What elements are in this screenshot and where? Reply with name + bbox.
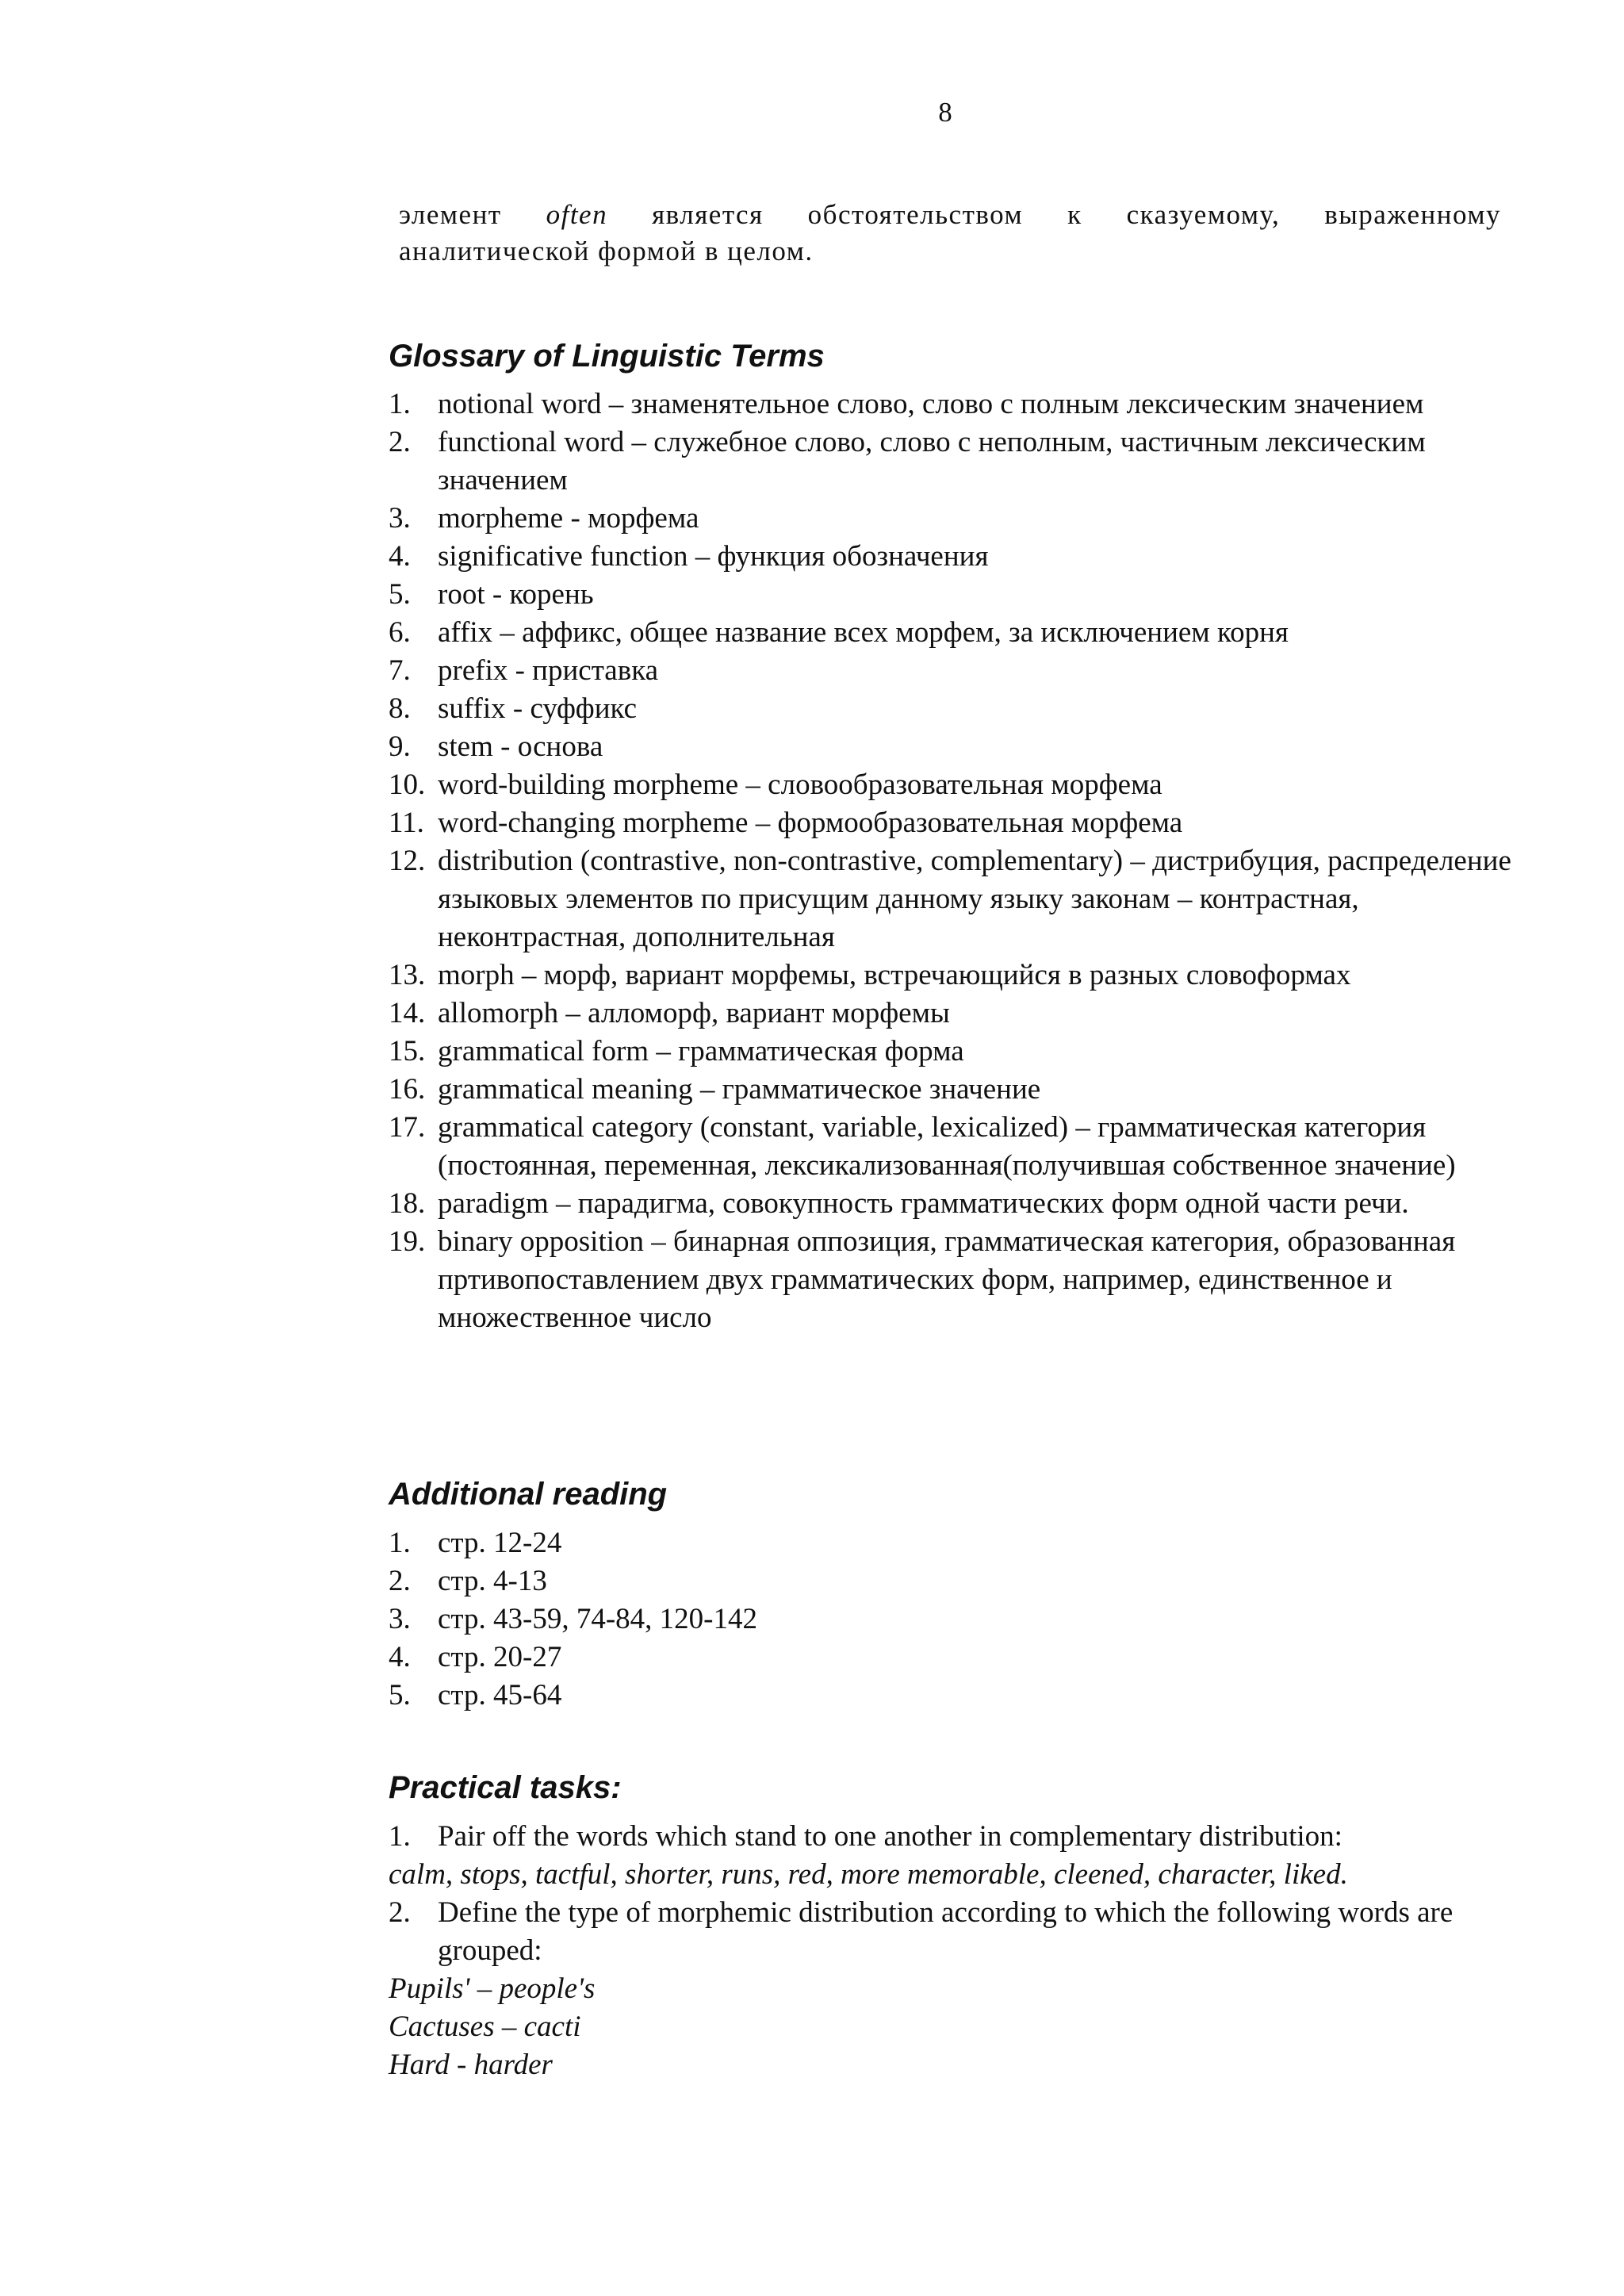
item-number: 3. [389,502,411,535]
intro-word-italic: often [546,199,608,230]
item-text: word-changing morpheme – формообразовательная морфема [438,807,1183,839]
glossary-item [389,576,1515,614]
glossary-item [389,728,1515,766]
item-text: morpheme - морфема [438,502,699,535]
item-number: 16. [389,1073,426,1106]
practical-tasks [389,1818,1515,2084]
glossary-item [389,1223,1515,1337]
item-number: 10. [389,769,426,801]
item-text: word-building morpheme – словообразовательная морфема [438,769,1162,801]
item-number: 19. [389,1225,426,1258]
glossary-item [389,614,1515,652]
glossary-item [389,842,1515,956]
glossary-item [389,1033,1515,1071]
glossary-heading: Glossary of Linguistic Terms [389,339,825,374]
item-text: suffix - суффикс [438,692,637,725]
item-text: notional word – знаменятельное слово, слово с полным лексическим значением [438,388,1424,420]
item-text: allomorph – алломорф, вариант морфемы [438,997,950,1029]
item-number: 17. [389,1111,426,1144]
item-text: стр. 12-24 [438,1527,562,1559]
item-number: 5. [389,1679,411,1711]
glossary-item [389,500,1515,538]
task-2 [389,1894,1515,1970]
item-number: 3. [389,1603,411,1635]
task-1-text: Pair off the words which stand to one another in complementary distribution: [438,1820,1342,1853]
intro-word: элемент [399,199,502,230]
item-number: 1. [389,1527,411,1559]
intro-word: сказуемому, [1126,199,1281,230]
item-text: distribution (contrastive, non-contrastive, complementary) – дистрибуция, распределение языковых элементов по присущим данному языку законам – контрастная, неконтрастная, дополнительная [438,845,1511,953]
item-text: стр. 20-27 [438,1641,562,1673]
glossary-list [389,385,1515,1337]
item-text: root - корень [438,578,594,611]
item-text: morph – морф, вариант морфемы, встречающийся в разных словоформах [438,959,1351,991]
glossary-item [389,956,1515,995]
tasks-heading: Practical tasks: [389,1770,622,1805]
reading-list [389,1524,1515,1715]
word-pair: Hard - harder [389,2049,553,2081]
intro-word: выраженному [1324,199,1501,230]
reading-heading: Additional reading [389,1477,668,1512]
glossary-item [389,538,1515,576]
item-text: significative function – функция обозначения [438,540,989,573]
glossary-item [389,766,1515,804]
reading-item [389,1600,1515,1639]
item-number: 18. [389,1187,426,1220]
task-2-text: Define the type of morphemic distribution according to which the following words are grouped: [438,1896,1454,1967]
glossary-item [389,690,1515,728]
intro-word: обстоятельством [807,199,1024,230]
task-1-words: calm, stops, tactful, shorter, runs, red, more memorable, cleened, character, liked. [389,1858,1348,1891]
item-text: prefix - приставка [438,654,659,687]
item-number: 2. [389,426,411,458]
reading-item [389,1562,1515,1600]
task-1 [389,1818,1515,1856]
glossary-item [389,385,1515,424]
item-text: paradigm – парадигма, совокупность грамматических форм одной части речи. [438,1187,1409,1220]
item-number: 13. [389,959,426,991]
item-text: binary opposition – бинарная оппозиция, грамматическая категория, образованная пртивопоставлением двух грамматических форм, например, единственное и множественное число [438,1225,1456,1334]
item-text: стр. 4-13 [438,1565,547,1597]
reading-item [389,1639,1515,1677]
item-text: grammatical form – грамматическая форма [438,1035,964,1068]
word-pair: Cactuses – cacti [389,2010,581,2043]
page-number: 8 [938,97,952,128]
reading-item [389,1677,1515,1715]
intro-word: является [652,199,764,230]
item-number: 7. [389,654,411,687]
task-number: 1. [389,1820,411,1853]
item-text: functional word – служебное слово, слово с неполным, частичным лексическим значением [438,426,1426,496]
glossary-item [389,652,1515,690]
intro-word: к [1067,199,1082,230]
reading-item [389,1524,1515,1562]
item-text: стр. 45-64 [438,1679,562,1711]
item-number: 11. [389,807,424,839]
item-number: 15. [389,1035,426,1068]
glossary-item [389,995,1515,1033]
intro-paragraph [399,197,1501,270]
item-text: affix – аффикс, общее название всех морфем, за исключением корня [438,616,1289,649]
item-number: 8. [389,692,411,725]
item-text: grammatical category (constant, variable, lexicalized) – грамматическая категория (постоянная, переменная, лексикализованная(получившая собственное значение) [438,1111,1456,1182]
item-number: 4. [389,540,411,573]
intro-line-2: аналитической формой в целом. [399,236,814,266]
item-number: 6. [389,616,411,649]
word-pair: Pupils' – people's [389,1972,596,2005]
glossary-item [389,1185,1515,1223]
task-number: 2. [389,1896,411,1929]
item-number: 5. [389,578,411,611]
glossary-item [389,804,1515,842]
item-number: 14. [389,997,426,1029]
item-text: stem - основа [438,730,603,763]
intro-line-1 [399,197,1501,233]
item-text: grammatical meaning – грамматическое значение [438,1073,1041,1106]
item-number: 4. [389,1641,411,1673]
item-number: 9. [389,730,411,763]
glossary-item [389,424,1515,500]
item-number: 2. [389,1565,411,1597]
glossary-item [389,1109,1515,1185]
glossary-item [389,1071,1515,1109]
item-number: 12. [389,845,426,877]
item-number: 1. [389,388,411,420]
item-text: стр. 43-59, 74-84, 120-142 [438,1603,758,1635]
